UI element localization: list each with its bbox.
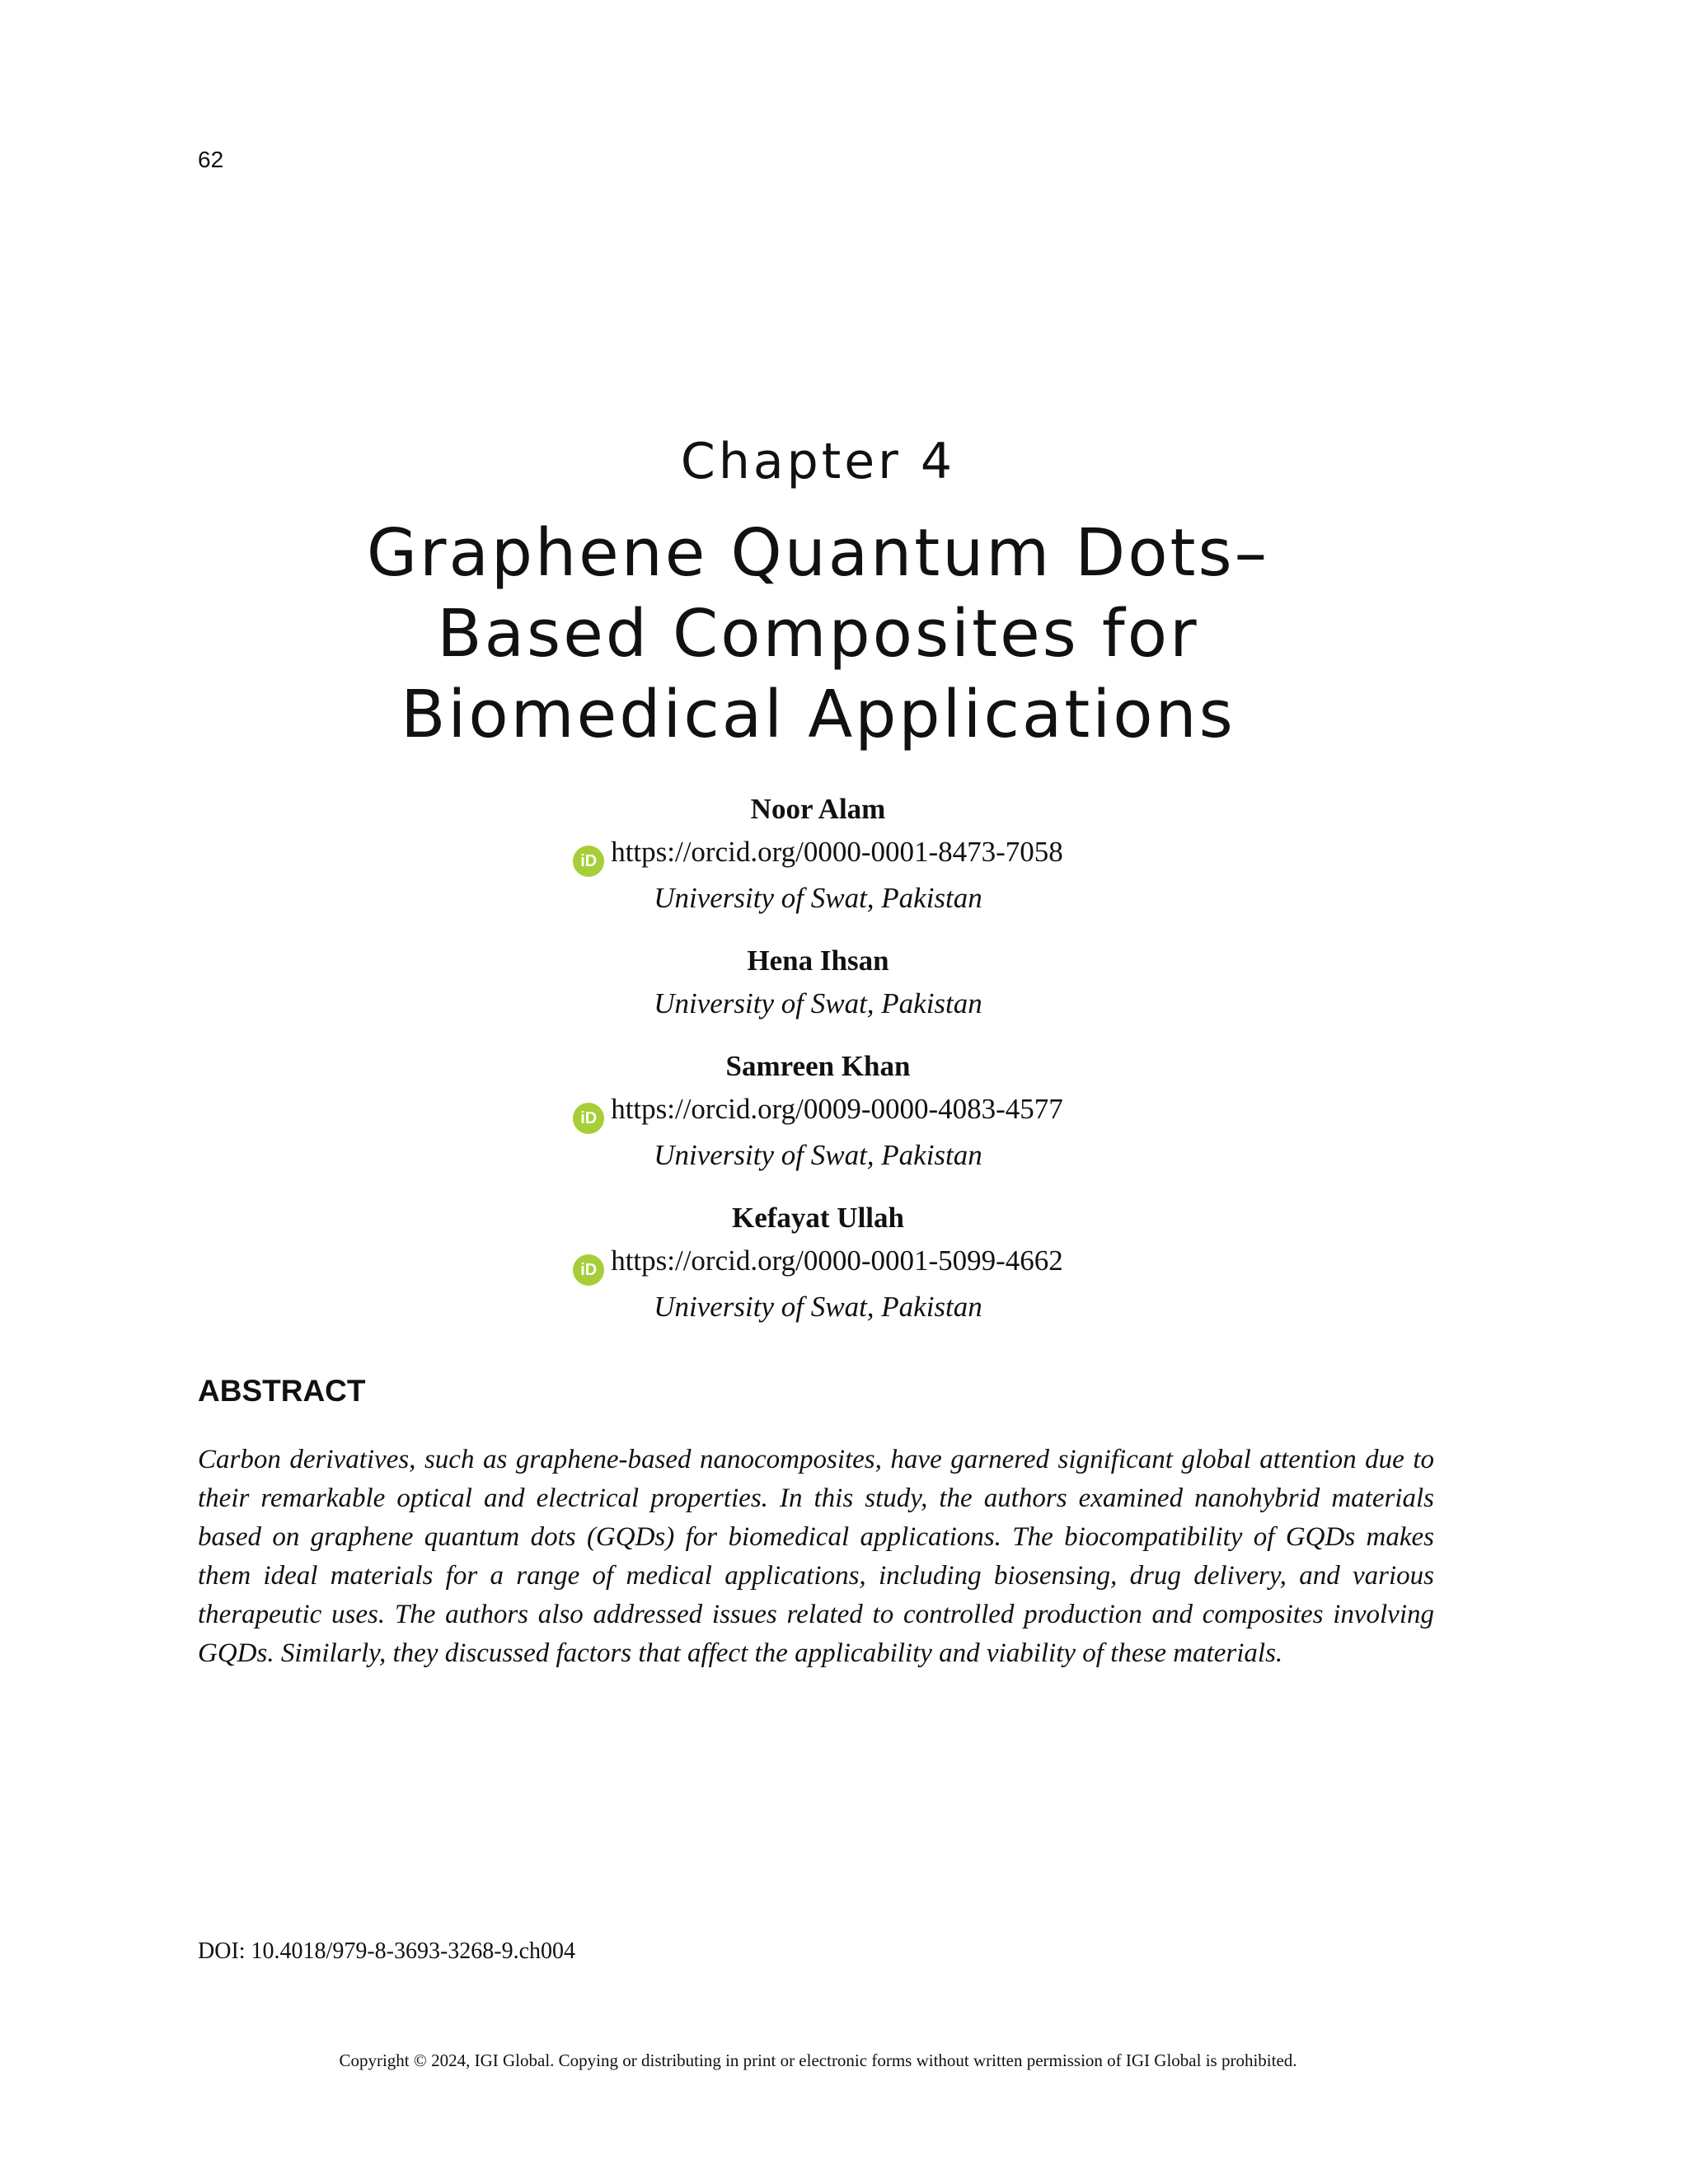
orcid-link[interactable]: https://orcid.org/0009-0000-4083-4577 — [611, 1093, 1063, 1125]
author-name: Hena Ihsan — [747, 944, 889, 977]
chapter-title-line: Based Composites for — [437, 596, 1199, 672]
copyright-notice: Copyright © 2024, IGI Global. Copying or distributing in print or electronic forms without written permission of IGI Global is prohibited. — [339, 2050, 1297, 2070]
chapter-title-line: Graphene Quantum Dots– — [366, 515, 1270, 591]
author-entry — [0, 1045, 1636, 1177]
abstract-text: Carbon derivatives, such as graphene-based nanocomposites, have garnered significant global attention due to their remarkable optical and electrical properties. In this study, the authors examined nanohybrid materials based on graphene quantum dots (GQDs) for biomedical applications. The biocompatibility of GQDs makes them ideal materials for a range of medical applications, including biosensing, drug delivery, and various therapeutic uses. The authors also addressed issues related to controlled production and composites involving GQDs. Similarly, they discussed factors that affect the applicability and viability of these materials. — [198, 1445, 1434, 1668]
chapter-title-line: Biomedical Applications — [401, 677, 1236, 752]
author-affiliation: University of Swat, Pakistan — [654, 882, 982, 914]
author-orcid-line — [0, 1088, 1636, 1134]
author-orcid-line — [0, 831, 1636, 877]
author-entry — [0, 788, 1636, 920]
chapter-label: Chapter 4 — [680, 433, 956, 490]
page-number: 62 — [198, 147, 224, 172]
author-orcid-line — [0, 1240, 1636, 1286]
author-affiliation: University of Swat, Pakistan — [654, 1291, 982, 1323]
author-name: Kefayat Ullah — [731, 1202, 904, 1234]
author-name: Samreen Khan — [725, 1050, 911, 1082]
author-affiliation: University of Swat, Pakistan — [654, 1139, 982, 1171]
orcid-link[interactable]: https://orcid.org/0000-0001-8473-7058 — [611, 836, 1063, 868]
author-entry — [0, 1197, 1636, 1329]
author-list — [0, 788, 1636, 1348]
chapter-title — [0, 513, 1636, 755]
orcid-icon: iD — [573, 1254, 604, 1286]
orcid-icon: iD — [573, 846, 604, 877]
author-name: Noor Alam — [750, 793, 886, 825]
orcid-icon: iD — [573, 1103, 604, 1134]
doi: DOI: 10.4018/979-8-3693-3268-9.ch004 — [198, 1938, 576, 1964]
author-entry — [0, 940, 1636, 1025]
orcid-link[interactable]: https://orcid.org/0000-0001-5099-4662 — [611, 1244, 1063, 1277]
author-affiliation: University of Swat, Pakistan — [654, 987, 982, 1019]
abstract-heading: ABSTRACT — [198, 1374, 366, 1408]
